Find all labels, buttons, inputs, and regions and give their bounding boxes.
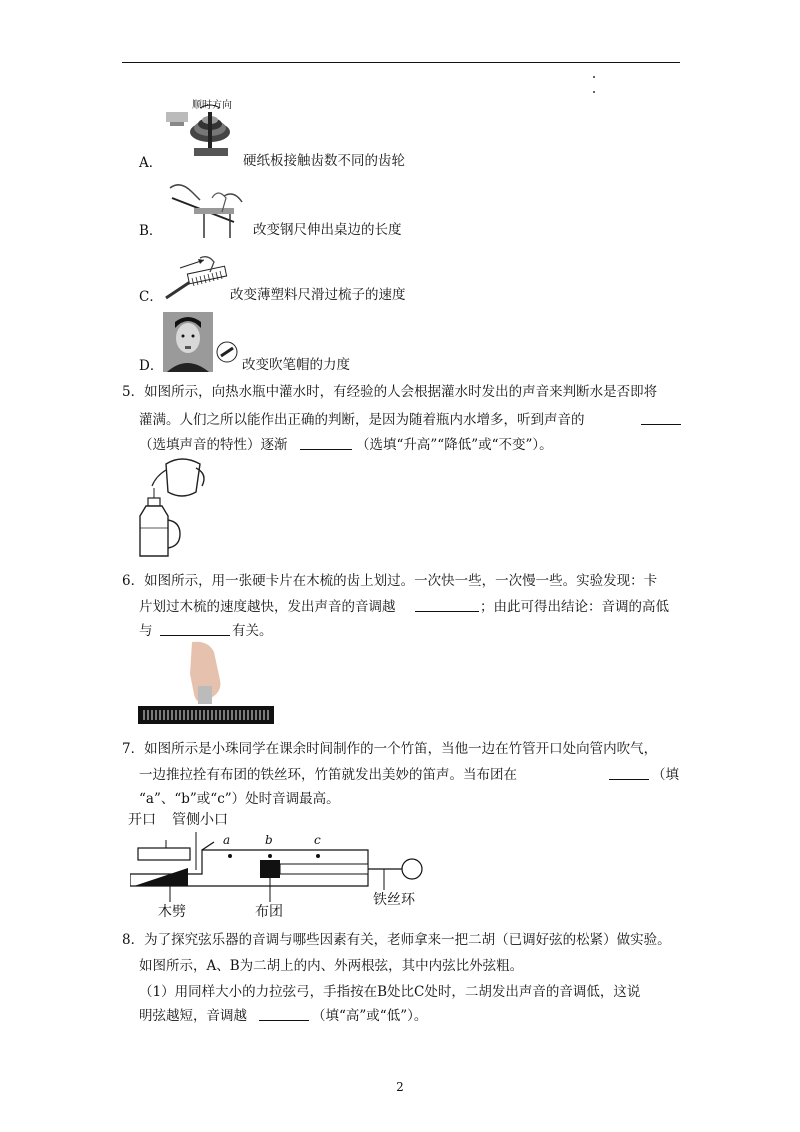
gear-image-caption: 顺时方向	[192, 100, 232, 111]
option-d-text: 改变吹笔帽的力度	[242, 357, 350, 373]
label-a: a	[223, 833, 231, 847]
q7-line1: 7．如图所示是小珠同学在课余时间制作的一个竹笛，当他一边在竹管开口处向管内吹气，	[122, 741, 658, 757]
q8-line4b: （填“高”或“低”）。	[312, 1008, 428, 1024]
option-b-label: B．	[139, 223, 163, 239]
mark-dot	[593, 76, 595, 78]
label-side-hole: 管侧小口	[172, 812, 228, 828]
q7-line2b: （填	[652, 767, 679, 783]
label-open: 开口	[128, 812, 156, 828]
q8-line4a: 明弦越短，音调越	[139, 1008, 247, 1024]
option-c-label: C．	[139, 289, 163, 305]
q6-line2b: ；由此可得出结论：音调的高低	[480, 599, 669, 615]
label-b: b	[265, 833, 273, 847]
option-c-text: 改变薄塑料尺滑过梳子的速度	[230, 287, 406, 303]
q8-blank[interactable]	[259, 1008, 309, 1021]
page-number: 2	[396, 1080, 404, 1094]
q6-line2a: 片划过木梳的速度越快，发出声音的音调越	[139, 599, 396, 615]
q5-blank-2[interactable]	[300, 437, 352, 450]
header-rule	[122, 62, 680, 63]
q6-blank-2[interactable]	[160, 623, 230, 636]
option-b-text: 改变钢尺伸出桌边的长度	[253, 222, 402, 238]
q6-blank-1[interactable]	[415, 599, 479, 612]
option-a-text: 硬纸板接触齿数不同的齿轮	[243, 153, 405, 169]
q8-line2: 如图所示，A、B为二胡上的内、外两根弦，其中内弦比外弦粗。	[139, 958, 524, 974]
q6-line3a: 与	[139, 623, 153, 639]
q7-blank[interactable]	[609, 767, 649, 780]
q8-line3: （1）用同样大小的力拉弦弓，手指按在B处比C处时，二胡发出声音的音调低，这说	[139, 984, 641, 1000]
comb-experiment-image	[164, 254, 232, 302]
mark-dot	[593, 91, 595, 93]
q6-line3b: 有关。	[232, 623, 273, 639]
q5-line3b: （选填“升高”“降低”或“不变”）。	[356, 437, 553, 453]
comb-card-image	[138, 640, 276, 726]
q8-line1: 8．为了探究弦乐器的音调与哪些因素有关，老师拿来一把二胡（已调好弦的松紧）做实验。	[122, 932, 671, 948]
label-wire-ring: 铁丝环	[373, 892, 415, 908]
q7-line3: “a”、“b”或“c”）处时音调最高。	[139, 791, 340, 807]
option-d-label: D．	[139, 358, 164, 374]
ruler-experiment-image	[164, 178, 250, 240]
boy-blowing-pen-cap-image	[163, 312, 241, 372]
label-wood-wedge: 木劈	[158, 904, 186, 920]
q5-line3a: （选填声音的特性）逐渐	[139, 437, 288, 453]
q5-blank-1[interactable]	[641, 412, 681, 425]
q7-line2a: 一边推拉拴有布团的铁丝环，竹笛就发出美妙的笛声。当布团在	[139, 767, 517, 783]
q5-line2: 灌满。人们之所以能作出正确的判断，是因为随着瓶内水增多，听到声音的	[139, 412, 585, 428]
q5-line1: 5．如图所示，向热水瓶中灌水时，有经验的人会根据灌水时发出的声音来判断水是否即将	[122, 384, 658, 400]
option-a-label: A．	[139, 155, 163, 171]
q6-line1: 6．如图所示，用一张硬卡片在木梳的齿上划过。一次快一些，一次慢一些。实验发现：卡	[122, 573, 658, 589]
thermos-bottle-image	[136, 458, 212, 560]
label-c: c	[314, 833, 321, 847]
label-cloth-ball: 布团	[255, 904, 283, 920]
